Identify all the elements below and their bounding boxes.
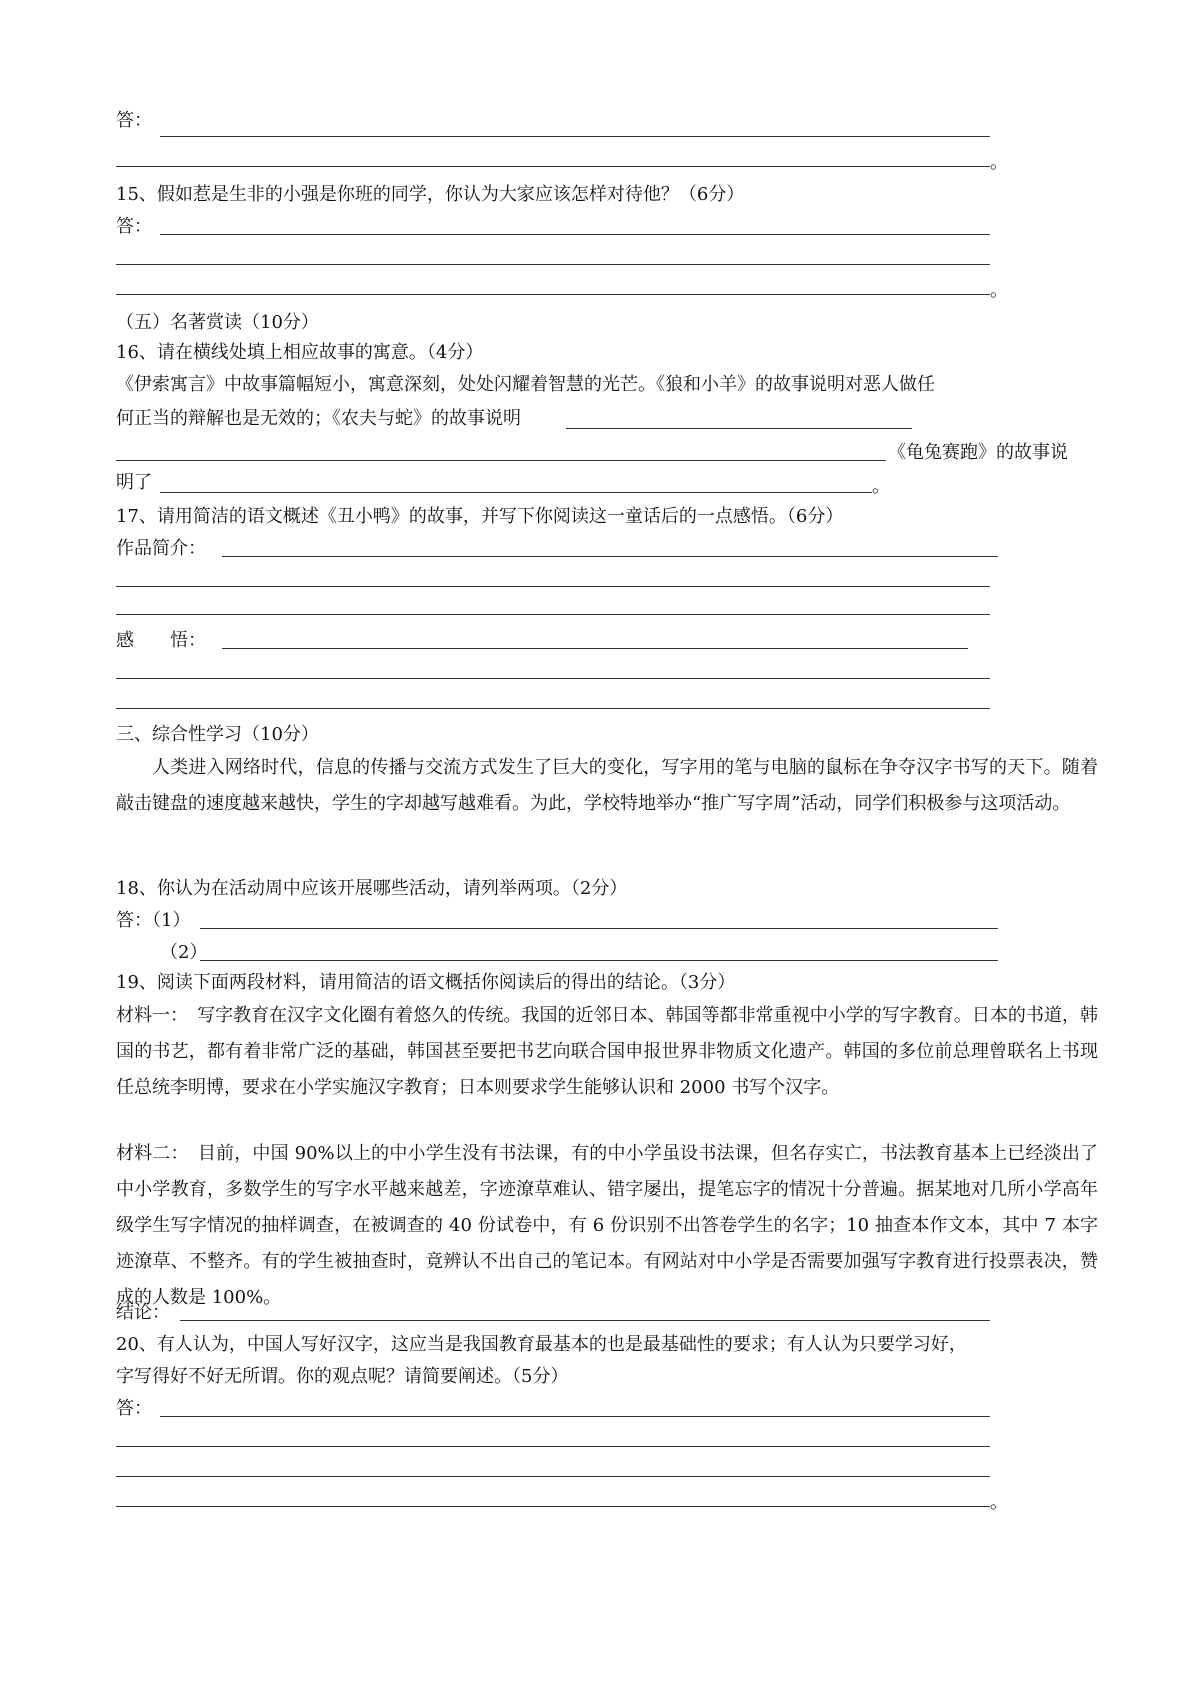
q19-conclusion-label: 结论： <box>116 1302 170 1323</box>
q17-summary-label: 作品简介： <box>116 538 206 559</box>
answer-line[interactable] <box>116 166 990 167</box>
answer-line[interactable] <box>116 708 990 709</box>
q18-item2: （2） <box>160 942 208 963</box>
q16-line1: 《伊索寓言》中故事篇幅短小，寓意深刻，处处闪耀着智慧的光芒。《狼和小羊》的故事说明对恶人做任 <box>116 374 935 395</box>
section3-title: 三、综合性学习（10分） <box>116 724 319 745</box>
answer-line[interactable] <box>116 614 990 615</box>
q17-insight-label: 感 悟： <box>116 630 206 651</box>
q16-line4-head: 明了 <box>116 472 152 493</box>
answer-line[interactable] <box>160 234 990 235</box>
answer-line[interactable] <box>200 960 998 961</box>
q14-answer-prefix: 答： <box>116 110 152 131</box>
q15-question: 15、假如惹是生非的小强是你班的同学，你认为大家应该怎样对待他？（6分） <box>116 184 745 205</box>
q15-answer-prefix: 答： <box>116 216 152 237</box>
answer-line[interactable] <box>180 1320 990 1321</box>
q16-line3-tail: 《龟兔赛跑》的故事说 <box>888 442 1068 463</box>
answer-line[interactable] <box>116 294 990 295</box>
q17-question: 17、请用简洁的语文概述《丑小鸭》的故事，并写下你阅读这一童话后的一点感悟。（6分） <box>116 506 844 527</box>
answer-line[interactable] <box>160 492 872 493</box>
answer-line[interactable] <box>116 586 990 587</box>
answer-line[interactable] <box>222 648 968 649</box>
answer-line[interactable] <box>160 136 990 137</box>
end-mark: 。 <box>990 152 1008 173</box>
q18-question: 18、你认为在活动周中应该开展哪些活动，请列举两项。（2分） <box>116 878 628 899</box>
q20-question-l2: 字写得好不好无所谓。你的观点呢？请简要阐述。（5分） <box>116 1366 569 1387</box>
q16-question: 16、请在横线处填上相应故事的寓意。（4分） <box>116 342 484 363</box>
answer-line[interactable] <box>116 678 990 679</box>
answer-line[interactable] <box>116 1506 990 1507</box>
q20-question-l1: 20、有人认为，中国人写好汉字，这应当是我国教育最基本的也是最基础性的要求；有人认为只要学习好， <box>116 1334 967 1355</box>
section3-intro-text: 人类进入网络时代，信息的传播与交流方式发生了巨大的变化，写字用的笔与电脑的鼠标在争夺汉字书写的天下。随着敲击键盘的速度越来越快，学生的字却越写越难看。为此，学校特地举办“推广写字周”活动，同学们积极参与这项活动。 <box>116 757 1098 814</box>
answer-line[interactable] <box>116 1476 990 1477</box>
q16-line2: 何正当的辩解也是无效的；《农夫与蛇》的故事说明 <box>116 408 521 429</box>
answer-line[interactable] <box>160 1416 990 1417</box>
answer-line[interactable] <box>566 428 912 429</box>
answer-line[interactable] <box>116 460 886 461</box>
q18-item1: 答：（1） <box>116 910 191 931</box>
q19-material2-text: 材料二： 目前，中国 90%以上的中小学生没有书法课，有的中小学虽设书法课，但名存实亡，书法教育基本上已经淡出了中小学教育，多数学生的写字水平越来越差，字迹潦草难认、错字屡出，提笔忘字的情况十分普遍。据某地对几所小学高年级学生写字情况的抽样调查，在被调查的 40 份试卷中，有 6 份识别不出答卷学生的名字；10 抽查本作文本，其中 7 本字迹潦草、不整齐。有的学生被抽查时，竟辨认不出自己的笔记本。有网站对中小学是否需要加强写字教育进行投票表决，赞成的人数是 100%。 <box>116 1143 1098 1308</box>
answer-line[interactable] <box>116 264 990 265</box>
section3-intro <box>116 750 1098 822</box>
end-mark: 。 <box>990 1492 1008 1513</box>
q19-material2 <box>116 1136 1098 1316</box>
q19-material1-text: 材料一： 写字教育在汉字文化圈有着悠久的传统。我国的近邻日本、韩国等都非常重视中小学的写字教育。日本的书道，韩国的书艺，都有着非常广泛的基础，韩国甚至要把书艺向联合国申报世界非物质文化遗产。韩国的多位前总理曾联名上书现任总统李明博，要求在小学实施汉字教育；日本则要求学生能够认识和 2000 书写个汉字。 <box>116 1005 1098 1098</box>
end-mark: 。 <box>990 280 1008 301</box>
q19-question: 19、阅读下面两段材料，请用简洁的语文概括你阅读后的得出的结论。（3分） <box>116 972 736 993</box>
q19-material1 <box>116 998 1098 1106</box>
end-mark: 。 <box>872 476 890 497</box>
section5-title: （五）名著赏读（10分） <box>116 312 319 333</box>
answer-line[interactable] <box>116 1446 990 1447</box>
answer-line[interactable] <box>200 928 998 929</box>
q20-answer-prefix: 答： <box>116 1398 152 1419</box>
answer-line[interactable] <box>222 556 998 557</box>
